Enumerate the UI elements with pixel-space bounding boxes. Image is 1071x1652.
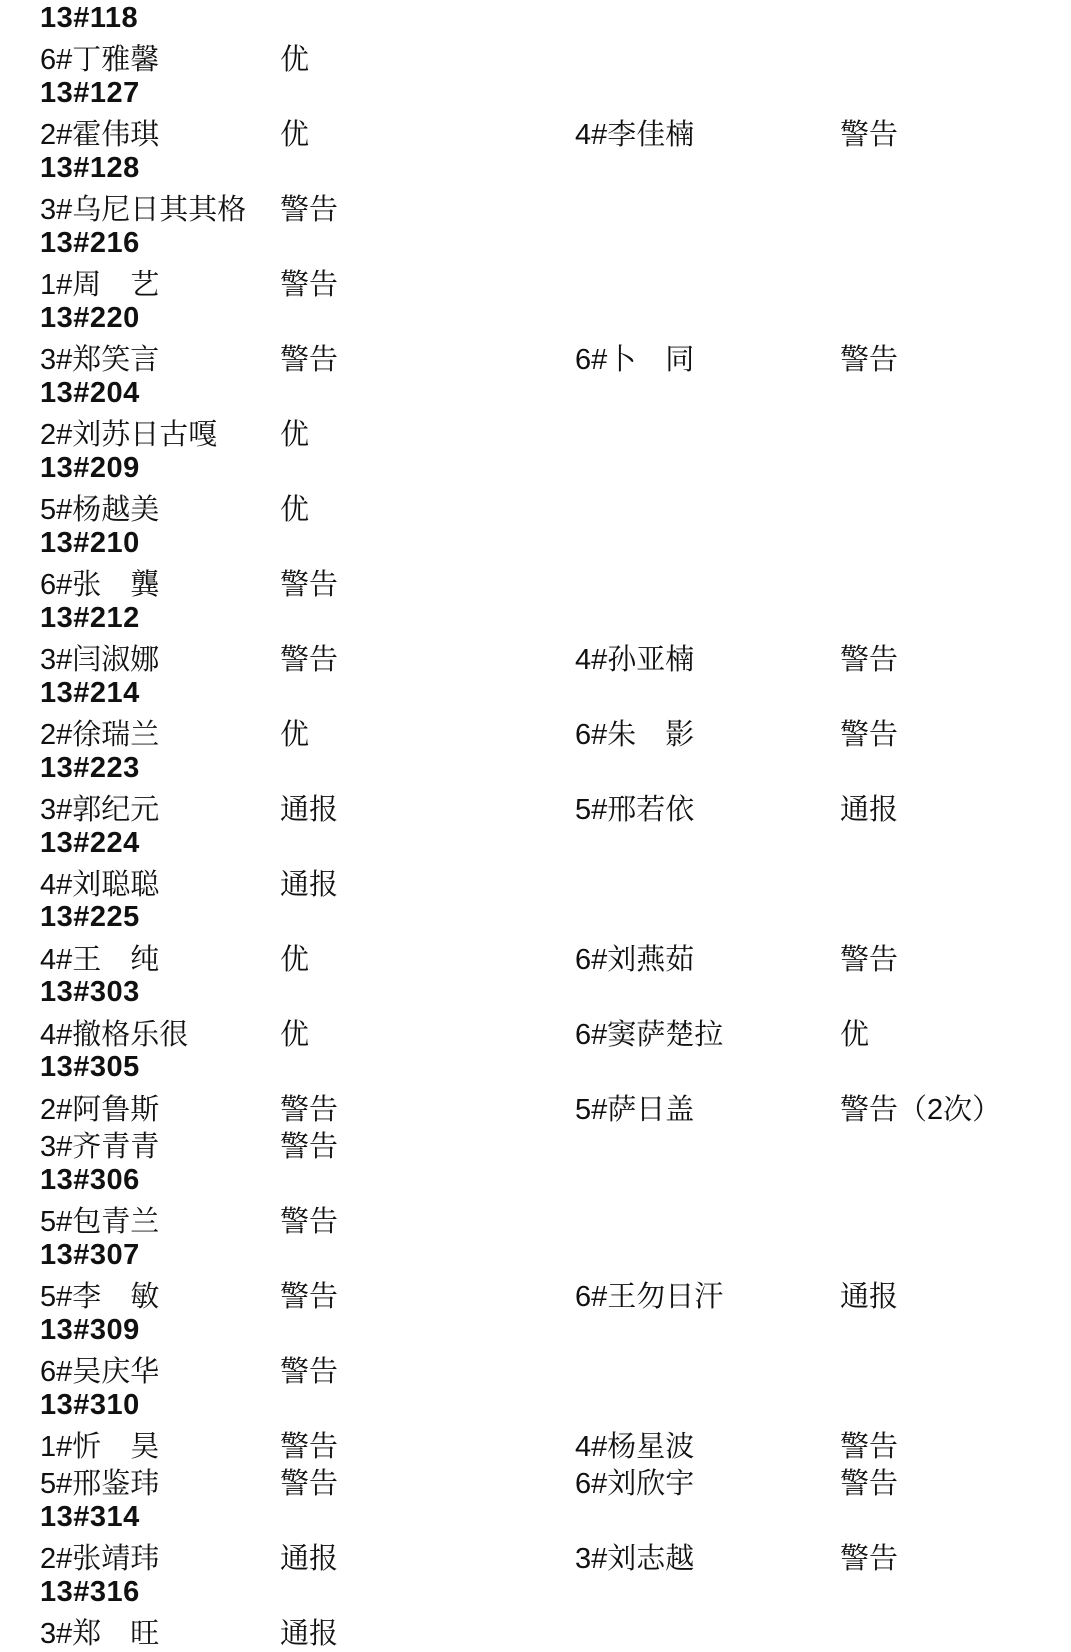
student-name: 2#徐瑞兰 bbox=[40, 718, 160, 751]
student-name: 6#丁雅馨 bbox=[40, 44, 160, 77]
student-name: 1#忻 昊 bbox=[40, 1430, 160, 1463]
student-row bbox=[40, 1536, 1071, 1576]
room-rows bbox=[40, 1349, 1071, 1386]
room-number: 13#209 bbox=[40, 451, 140, 484]
room-rows bbox=[40, 712, 1071, 749]
room-block bbox=[40, 1311, 1071, 1386]
room-rows bbox=[40, 637, 1071, 674]
room-block bbox=[40, 300, 1071, 375]
status-label: 通报 bbox=[840, 793, 899, 826]
student-name: 4#李佳楠 bbox=[575, 119, 695, 152]
student-name: 3#乌尼日其其格 bbox=[40, 194, 247, 227]
student-name: 3#郑 旺 bbox=[40, 1618, 160, 1651]
room-number: 13#314 bbox=[40, 1500, 140, 1533]
room-number: 13#127 bbox=[40, 77, 140, 110]
status-label: 警告 bbox=[280, 1430, 339, 1463]
room-block bbox=[40, 450, 1071, 525]
room-number: 13#306 bbox=[40, 1163, 140, 1196]
status-label: 通报 bbox=[280, 793, 339, 826]
room-rows bbox=[40, 112, 1071, 152]
student-name: 4#撤格乐很 bbox=[40, 1018, 189, 1051]
room-rows bbox=[40, 1087, 1071, 1162]
room-number: 13#309 bbox=[40, 1313, 140, 1346]
student-row bbox=[40, 37, 1071, 77]
student-name: 1#周 艺 bbox=[40, 269, 160, 302]
room-rows bbox=[40, 1611, 1071, 1651]
student-row bbox=[40, 1012, 1071, 1049]
room-block bbox=[40, 899, 1071, 974]
status-label: 警告 bbox=[840, 119, 899, 152]
room-rows bbox=[40, 1536, 1071, 1576]
room-block bbox=[40, 1049, 1071, 1164]
student-name: 6#刘燕茹 bbox=[575, 943, 695, 976]
room-rows bbox=[40, 187, 1071, 227]
room-block bbox=[40, 1236, 1071, 1311]
room-number: 13#310 bbox=[40, 1388, 140, 1421]
student-row bbox=[40, 937, 1071, 974]
status-label: 警告 bbox=[280, 643, 339, 676]
student-row bbox=[40, 1461, 1071, 1501]
room-number: 13#210 bbox=[40, 526, 140, 559]
status-label: 通报 bbox=[280, 868, 339, 901]
room-rows bbox=[40, 862, 1071, 899]
room-number: 13#225 bbox=[40, 901, 140, 934]
status-label: 警告 bbox=[280, 1093, 339, 1126]
room-block bbox=[40, 375, 1071, 450]
student-name: 5#邢鉴玮 bbox=[40, 1468, 160, 1501]
student-name: 4#杨星波 bbox=[575, 1430, 695, 1463]
room-number: 13#224 bbox=[40, 826, 140, 859]
room-number: 13#212 bbox=[40, 601, 140, 634]
status-label: 通报 bbox=[840, 1280, 899, 1313]
room-number: 13#223 bbox=[40, 751, 140, 784]
status-label: 警告 bbox=[840, 1543, 899, 1576]
room-rows bbox=[40, 1199, 1071, 1236]
student-row bbox=[40, 337, 1071, 377]
room-block bbox=[40, 1162, 1071, 1237]
status-label: 警告 bbox=[280, 1468, 339, 1501]
status-label: 优 bbox=[280, 943, 310, 976]
room-rows bbox=[40, 337, 1071, 377]
student-row bbox=[40, 1199, 1071, 1236]
room-block bbox=[40, 75, 1071, 150]
student-name: 4#刘聪聪 bbox=[40, 868, 160, 901]
room-rows bbox=[40, 412, 1071, 452]
student-name: 3#郭纪元 bbox=[40, 793, 160, 826]
room-block bbox=[40, 1574, 1071, 1649]
room-number: 13#118 bbox=[40, 2, 139, 35]
status-label: 警告 bbox=[280, 269, 339, 302]
room-block bbox=[40, 824, 1071, 899]
student-row bbox=[40, 1349, 1071, 1386]
room-rows bbox=[40, 1424, 1071, 1499]
status-label: 警告 bbox=[280, 1280, 339, 1313]
student-row bbox=[40, 562, 1071, 602]
status-label: 警告 bbox=[840, 643, 899, 676]
status-label: 通报 bbox=[280, 1543, 339, 1576]
student-row bbox=[40, 712, 1071, 749]
room-rows bbox=[40, 487, 1071, 527]
student-name: 4#孙亚楠 bbox=[575, 643, 695, 676]
student-name: 3#刘志越 bbox=[575, 1543, 695, 1576]
status-label: 警告 bbox=[280, 1131, 339, 1164]
status-label: 警告 bbox=[280, 344, 339, 377]
room-block bbox=[40, 1499, 1071, 1574]
student-name: 6#朱 影 bbox=[575, 718, 695, 751]
student-name: 5#李 敏 bbox=[40, 1280, 160, 1313]
room-number: 13#128 bbox=[40, 152, 140, 185]
room-block bbox=[40, 0, 1071, 75]
room-block bbox=[40, 225, 1071, 300]
room-number: 13#303 bbox=[40, 976, 140, 1009]
status-label: 警告 bbox=[840, 718, 899, 751]
status-label: 警告 bbox=[280, 1206, 339, 1238]
student-name: 6#张 龔 bbox=[40, 569, 160, 602]
room-number: 13#204 bbox=[40, 376, 140, 409]
student-name: 6#卜 同 bbox=[575, 344, 695, 377]
student-name: 3#闫淑娜 bbox=[40, 643, 160, 676]
room-number: 13#316 bbox=[40, 1575, 140, 1608]
room-number: 13#216 bbox=[40, 227, 140, 260]
status-label: 警告 bbox=[840, 943, 899, 976]
status-label: 警告 bbox=[280, 569, 339, 602]
student-name: 3#齐青青 bbox=[40, 1131, 160, 1164]
status-label: 优 bbox=[280, 119, 310, 152]
student-row bbox=[40, 1087, 1071, 1124]
status-label: 优 bbox=[280, 44, 310, 77]
student-row bbox=[40, 1124, 1071, 1164]
student-row bbox=[40, 862, 1071, 899]
status-label: 优 bbox=[280, 494, 310, 527]
student-row bbox=[40, 412, 1071, 452]
room-number: 13#307 bbox=[40, 1238, 140, 1271]
student-row bbox=[40, 487, 1071, 527]
status-label: 优 bbox=[280, 419, 310, 452]
student-name: 5#包青兰 bbox=[40, 1206, 160, 1238]
student-row bbox=[40, 262, 1071, 302]
room-rows bbox=[40, 787, 1071, 824]
status-label: 优 bbox=[840, 1018, 870, 1051]
room-rows bbox=[40, 562, 1071, 602]
room-rows bbox=[40, 37, 1071, 77]
status-label: 优 bbox=[280, 1018, 310, 1051]
room-rows bbox=[40, 262, 1071, 302]
room-number: 13#214 bbox=[40, 676, 140, 709]
status-label: 警告 bbox=[280, 1355, 339, 1388]
student-name: 4#王 纯 bbox=[40, 943, 160, 976]
status-label: 警告 bbox=[280, 194, 339, 227]
student-name: 5#萨日盖 bbox=[575, 1093, 695, 1126]
student-name: 6#刘欣宇 bbox=[575, 1468, 695, 1501]
student-name: 5#邢若依 bbox=[575, 793, 695, 826]
student-name: 2#霍伟琪 bbox=[40, 119, 160, 152]
status-label: 警告 bbox=[840, 344, 899, 377]
student-name: 2#刘苏日古嘎 bbox=[40, 419, 218, 452]
room-number: 13#305 bbox=[40, 1051, 140, 1084]
student-name: 5#杨越美 bbox=[40, 494, 160, 527]
room-block bbox=[40, 749, 1071, 824]
student-row bbox=[40, 1611, 1071, 1651]
student-name: 6#吴庆华 bbox=[40, 1355, 160, 1388]
student-row bbox=[40, 787, 1071, 824]
student-row bbox=[40, 1274, 1071, 1311]
student-row bbox=[40, 1424, 1071, 1461]
room-block bbox=[40, 150, 1071, 225]
room-number: 13#220 bbox=[40, 301, 140, 334]
student-row bbox=[40, 187, 1071, 227]
room-block bbox=[40, 525, 1071, 600]
room-block bbox=[40, 674, 1071, 749]
room-block bbox=[40, 600, 1071, 675]
status-label: 警告 bbox=[840, 1430, 899, 1463]
student-row bbox=[40, 637, 1071, 674]
status-label: 警告 bbox=[840, 1468, 899, 1501]
student-name: 6#王勿日汗 bbox=[575, 1280, 724, 1313]
room-block bbox=[40, 1386, 1071, 1501]
student-name: 2#张靖玮 bbox=[40, 1543, 160, 1576]
room-rows bbox=[40, 937, 1071, 974]
room-rows bbox=[40, 1012, 1071, 1049]
student-name: 6#窦萨楚拉 bbox=[575, 1018, 724, 1051]
student-name: 3#郑笑言 bbox=[40, 344, 160, 377]
room-block bbox=[40, 974, 1071, 1049]
student-name: 2#阿鲁斯 bbox=[40, 1093, 160, 1126]
status-label: 警告（2次） bbox=[840, 1093, 1002, 1126]
room-rows bbox=[40, 1274, 1071, 1311]
status-label: 优 bbox=[280, 718, 310, 751]
student-row bbox=[40, 112, 1071, 152]
status-label: 通报 bbox=[280, 1618, 339, 1651]
